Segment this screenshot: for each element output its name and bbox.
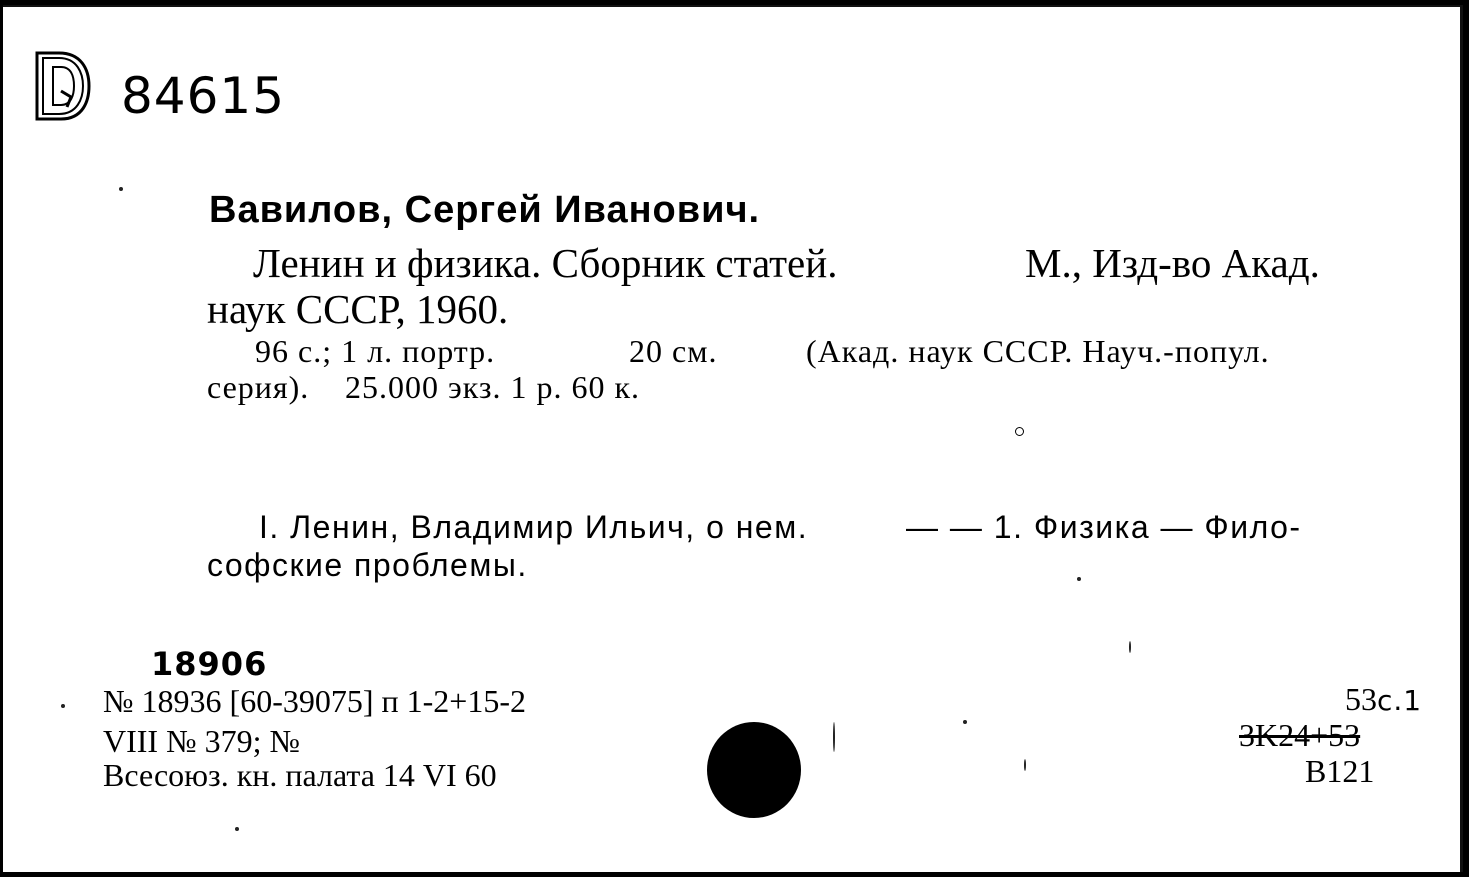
speck [119,187,123,191]
speck [1129,641,1131,653]
library-stamp-icon [31,47,93,125]
classification-crossed: 3K24+53 [1239,717,1361,753]
handwritten-number: 18906 [151,645,268,683]
speck [235,827,239,831]
size-description: 20 см. [629,333,718,369]
classification-code: 53 [1345,681,1377,717]
series-end: серия). [207,369,310,405]
author-heading: Вавилов, Сергей Иванович. [209,189,761,231]
speck [1024,759,1026,771]
subject-heading-continuation: софские проблемы. [207,547,528,583]
subject-heading-person: I. Ленин, Владимир Ильич, о нем. [259,509,809,545]
print-run-price: 25.000 экз. 1 р. 60 к. [345,369,641,405]
classification-handwritten: с.1 [1377,684,1423,717]
speck [963,720,967,724]
speck [1015,427,1024,436]
publisher-line-2: наук СССР, 1960. [207,286,509,332]
speck [1077,577,1081,581]
punch-hole [707,722,801,818]
volume-line: VIII № 379; № [103,723,301,759]
catalog-card [3,5,1463,872]
chamber-line: Всесоюз. кн. палата 14 VI 60 [103,757,497,793]
subject-heading-topic: — — 1. Физика — Фило- [906,509,1302,545]
publisher-line-1: М., Изд-во Акад. [1025,240,1320,286]
speck [61,704,65,708]
author-sign: B121 [1305,753,1375,789]
physical-description: 96 с.; 1 л. портр. [255,333,496,369]
classification-main [1345,681,1422,718]
speck [833,722,835,752]
book-title: Ленин и физика. Сборник статей. [253,240,838,286]
registration-line: № 18936 [60-39075] п 1-2+15-2 [103,683,526,719]
series-description: (Акад. наук СССР. Науч.-попул. [806,333,1270,369]
catalog-number: 84615 [121,67,286,125]
